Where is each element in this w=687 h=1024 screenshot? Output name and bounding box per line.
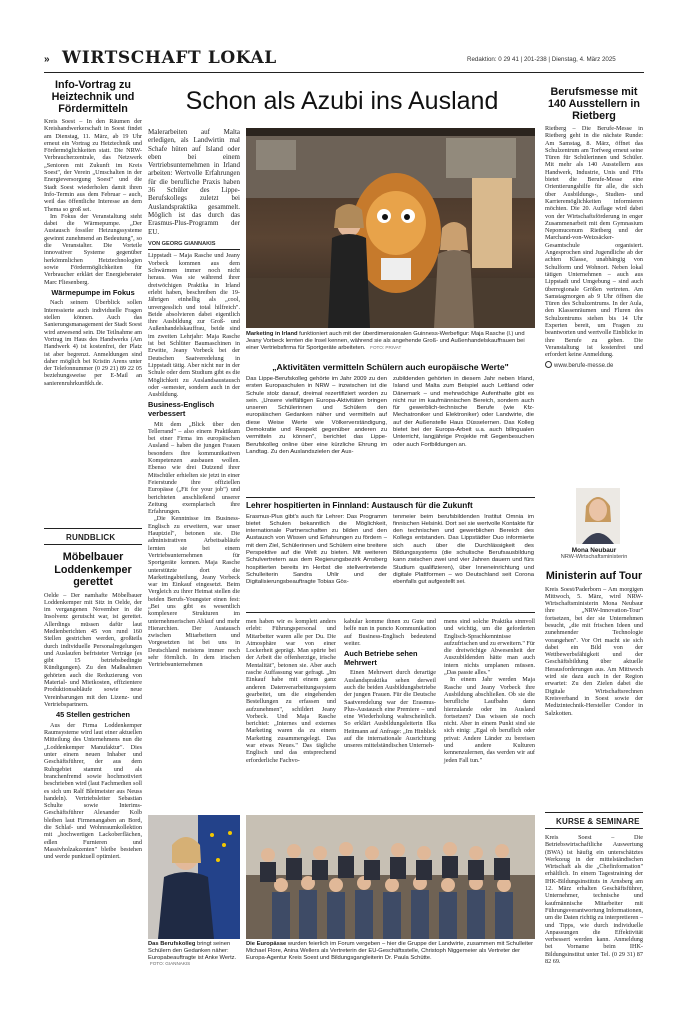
photo-guinness-figure (246, 128, 535, 328)
photo3-caption (246, 941, 535, 961)
web-link-text: www.berufe-messe.de (554, 362, 614, 369)
portrait-caption (545, 547, 643, 560)
paragraph: tenmeier beim berufsbildenden Institut Omnia im finnischen Helsinki. Dort sei sie wertvolle Kontakte für den technischen und gewerblichen Bereich des Kollegs entstanden. Das Lippstädter Duo informierte sich auch über die Durchlässigkeit des Bildungssystems (die schulische Berufsausbildung kann zwischen zwei und vier Jahren dauern und fürs Studium qualifizieren), über Inneneinrichtung und digitale Plattformen – wo Deutschland seit Corona ebenfalls gut aufgestellt sei. (393, 513, 534, 586)
caption-text: bringt seinen Schülern den Gedanken näher: Europabeauftragte ist Anke Wertz. (148, 941, 237, 961)
divider (246, 497, 535, 498)
paragraph: Lippstadt – Maja Rasche und Jeany Vorbeck kommen aus dem Schwärmen immer noch nicht heraus. Was sie während ihrer dreiwöchigen Praktika in Irland erlebt haben, beschreiben die 19-Jährigen einhellig als „cool, unvergesslich und total hilfreich". Beide absolvieren dabei eigentlich ihre Ausbildung zur Groß- und Außenhandelskauffrau, beide sind im zweiten Lehrjahr: Maja Rasche ist bei Schlüter Baumaschinen in Erwitte, Jeany Vorbeck bei der Deutschen Saatveredelung in Lippstadt tätig. Aber nicht nur in der Schule oder dem Studium gibt es die Möglichkeit zu Auslandsaustausch oder -semester, sondern auch in der Ausbildung. (148, 252, 240, 399)
subheading: Wärmepumpe im Fokus (51, 287, 135, 297)
subheading: 45 Stellen gestrichen (56, 710, 130, 720)
right-column-lower (545, 570, 643, 717)
divider (545, 812, 643, 813)
paragraph: Einen Mehrwert durch derartige Auslandspraktika sehen derweil auch die beiden Ausbildungsbetriebe der jungen Frauen. Für die Deutsche Saatveredelung war der Erasmus-Plus-Austausch eine Premiere – und eine Wiederholung wahrscheinlich. So erklärt Ausbildungsleiterin Ilka Heitmann auf Anfrage: „Im Hinblick auf die internationale Ausrichtung unseres mittelständischen Unterneh- (344, 669, 436, 750)
main-lead-column (148, 128, 240, 669)
header-arrow: » (44, 54, 50, 65)
left-column (44, 79, 142, 387)
paragraph: Das Lippe-Berufskolleg gehörte im Jahr 2009 zu den ersten Europaschulen in NRW – inzwischen ist die Schule stolz darauf, dreimal rezertifiziert worden zu sein. „Unsere vielfältigen Europa-Aktivitäten bringen unseren Schülerinnen und Schülern den europäischen Gedanken näher und vermitteln auf diese Weise Werte wie Völkerverständigung, Demokratie und Respekt gegenüber anderen zu vermitteln zu können", berichtet das Lippe-Berufskolleg online über eine kürzliche Ehrung im Landtag. Zu den Auslandszielen der Aus- (246, 376, 387, 455)
globe-icon (545, 361, 552, 368)
photo-group-europaesse (246, 815, 535, 939)
paragraph: Kreis Soest/Paderborn – Am morgigen Mittwoch, 5. März, wird NRW-Wirtschaftsministerin Mona Neubaur ihre „NRW-Innovation-Tour" fortsetzen, bei der sie Unternehmen besucht, „die mit frischen Ideen und zunehmender Technologie vorangehen". Vor Ort macht sie sich dabei ein Bild von der Wettbewerbsfähigkeit und der Geschäftsbildung über aktuelle Herausforderungen aus. Am Mittwoch wird sie dazu auch in der Region erwartet: Zu den Zielen dabei die Digitale Wirtschaftsrechnen Kreisverband in Soest sowie der Medizintechnik-Hersteller Condor in Salzkotten. (545, 585, 643, 717)
photo1-caption (246, 331, 535, 351)
article-title-loddenkemper: Möbelbauer Loddenkemper gerettet (54, 551, 132, 588)
right-column (545, 86, 643, 369)
main-column-2: men haben wir es komplett anders erlebt: Führungspersonal und Mitarbeiter waren alle per Du. Die Atmosphäre war von einer Lockerheit geprägt. Man spürte bei der Arbeit die offenherzige, irische Mentalität", betonen sie. Aber auch rasche Auffassung war gefragt. „Im Einkauf habe mit einem ganz anderen Datenverarbeitungssystem gearbeitet, um die eingehenden Bestellungen zu erfassen und aufzunehmen", schildert Jeany Vorbeck. Und Maja Rasche berichtet: „Internes und externes Marketing waren da zu einem Marketing zusammengelegt. Das war etwas Neues." Das tägliche Englisch und das entsprechend erforderliche Fachvo- (246, 618, 336, 764)
caption-text: funktioniert auch mit der überdimensionalen Guinness-Werbefigur: Maja Rasche (l.) und Jeany Vorbeck lernten die Insel kennen, während sie als angehende Groß- und Außenhandelskauffrauen bei einer Vertriebsfirma für Sportgeräte arbeiteten. (246, 331, 525, 351)
byline: VON GEORG GIANNAKIS (148, 240, 216, 247)
article-title-heiztechnik: Info-Vortrag zu Heiztechnik und Fördermitteln (51, 79, 135, 115)
divider (148, 249, 240, 250)
main-headline: Schon als Azubi ins Ausland (185, 87, 499, 115)
header-meta: Redaktion: 0 29 41 | 201-238 | Dienstag, 4. März 2025 (467, 56, 616, 63)
portrait-name: Mona Neubaur (571, 547, 617, 554)
paragraph: Kreis Soest – In den Räumen der Kreishandwerkerschaft in Soest findet am Dienstag, 11. März, ab 19 Uhr erneut ein Vortrag zu Heiztechnik und Fördermöglichkeiten statt. Die NRW-Verbraucherzentrale, das Netzwerk „Senioren mit Zukunft im Kreis Soest", der Verein „Umschalten in der Energieversorgung Soest" und die Stadt Soest wiederholen damit ihren Info-Termin aus dem Februar – auch, weil das öffentliche Interesse an dem Thema so groß sei. (44, 118, 142, 213)
paragraph: Erasmus-Plus gibt's auch für Lehrer: Das Programm bietet Schulen bekanntlich die Möglichkeit, internationale Partnerschaften zu bilden und den Austausch von Wissen und Erfahrungen zu fördern – mit dem Ziel, Schülerinnen und Schülern eine breitere Perspektive auf die Welt zu bieten. Mit weiteren Schulvertretern aus dem Regierungsbezirk Arnsberg hospitierten bereits im Herbst die stellvertretende Schulleiterin Sandra Uhlir und der Digitalisierungsbeauftragte Tobias Gös- (246, 513, 387, 586)
portrait-mona-neubaur (576, 488, 620, 544)
europe-box (246, 362, 535, 456)
photo-credit: FOTO: PRIVAT (370, 344, 402, 350)
main-column-4 (444, 618, 535, 764)
divider (44, 528, 142, 529)
photo-illustration (246, 128, 535, 328)
article-title-ministerin: Ministerin auf Tour (545, 570, 643, 582)
header-rule (44, 72, 644, 73)
main-column-3 (344, 618, 436, 750)
photo-credit: FOTO: GIANNAKIS (150, 961, 191, 967)
article-title-berufsmesse: Berufsmesse mit 140 Ausstellern in Rietberg (547, 86, 640, 122)
caption-lead: Das Berufskolleg (148, 941, 196, 947)
paragraph: kabular komme ihnen zu Gute und helfe nun in puncto Kommunikation auf Business-Englisch bedeutend weiter. (344, 618, 436, 647)
paragraph: Oelde – Der namhafte Möbelbauer Loddenkemper mit Sitz in Oelde, der im vergangenen November in die Insolvenz gerutscht war, ist gerettet. Allerdings müssen dafür laut Medienberichten 45 von rund 160 Stellen gestrichen werden, großteils durch individuelle Personalregelungen und Auslaufen befristeter Verträge (es gibt 15 betriebsbedingte Kündigungen). Zu den Maßnahmen gehörten auch die Reduzierung von Material- und Mietkosten, effizientere Produktionsabläufe sowie neue Vereinbarungen mit den Lizenz- und Vertriebspartnern. (44, 591, 142, 708)
web-link[interactable] (545, 361, 643, 369)
section-title: WIRTSCHAFT LOKAL (62, 48, 277, 68)
photo-illustration (576, 488, 620, 544)
subheading: Auch Betriebe sehen Mehrwert (344, 649, 418, 667)
paragraph: Rietberg – Die Berufe-Messe in Rietberg geht in die nächste Runde: Am Samstag, 8. März, öffnet das Schulzentrum am Torfweg erneut seine Türen für Schülerinnen und Schüler. Mit mehr als 140 Ausstellern aus Handwerk, Industrie, Unis und FHs bietet die Berufe-Messe eine Orientierungshilfe für alle, die sich über Ausbildungs-, Studien- und Karrieremöglichkeiten informieren möchten. Die 20. Auflage wird dabei von der Wirtschaftsförderung in enger Zusammenarbeit mit dem Gymnasium Nepomucenum Rietberg und der Marchand-von-Weizsäcker-Gesamtschule organisiert. Angesprochen sind Jugendliche ab der achten Klasse, unabhängig von Schulform und Wohnort. Neben lokal tätigen Unternehmen – auch aus Lippstadt und Umgebung – sind auch überregionale Größen vertreten. Am Samstagmorgen ab 9 Uhr öffnen die Türen des Schulzentrums. In der Aula, den Klassenräumen und Fluren des Schulzentrums stehen bis 14 Uhr Experten bereit, um Fragen zu beantworten und wertvolle Einblicke in ihre Berufe zu geben. Die Veranstaltung ist kostenfrei und erfordert keine Anmeldung. (545, 125, 643, 359)
photo2-caption (148, 941, 240, 968)
portrait-role: NRW-Wirtschaftsministerin (560, 554, 628, 560)
article-body-heiztechnik (44, 118, 142, 286)
lead-text: Malerarbeiten auf Malta erledigen, als Landwirtin mal Schafe hüten auf Island oder eben bei einem Vertriebsunternehmen in Irland arbeiten: Wertvolle Erfahrungen für die berufliche Praxis haben 36 Schüler des Lippe-Berufskollegs zuletzt bei Auslandspraktika gesammelt. Möglich ist das durch das Erasmus-Plus-Programm der EU. (148, 128, 240, 236)
paragraph: mens sind solche Praktika sinnvoll und wichtig, um die geforderten Englisch-Sprachkenntnisse aufzufrischen und zu erweitern." Für die dreiwöchige Abwesenheit der Auszubildenden hätte man auch intern nichts umplanen müssen. „Das passte alles." In einem Jahr werden Maja Rasche und Jeany Vorbeck ihre Ausbildung abschließen. Ob sie die berufliche Laufbahn dann hierzulande oder im Ausland fortsetzen? Das wissen sie noch nicht. Aber in einem Punkt sind sie sich einig: „Egal ob beruflich oder privat: Andere Länder zu bereisen und andere Kulturen kennenzulernen, das werden wir auf jeden Fall tun." (444, 618, 536, 764)
finland-box (246, 501, 535, 587)
divider (246, 612, 535, 613)
divider (545, 828, 643, 829)
paragraph: Mit dem „Blick über den Tellerrand" – also einem Praktikum bei einer Firma im europäischen Ausland – haben die jungen Frauen besonders ihre kommunikativen Kompetenzen ausbauen wollen. Ebenso wie drei Dutzend ihrer Mitschüler erhielten sie jetzt in einer Feierstunde ihre offiziellen Europässe („Fit for your job") und berichteten anschließend unserer Zeitung exemplarisch ihre Erfahrungen. „Die Kenntnisse im Business-Englisch zu erweitern, war unser Hauptziel", betonen sie. Die administrativen Arbeitsabläufe lernten sie bei einem Vertriebsunternehmen für Sportgeräte kennen. Maja Rasche unterstützte dort die Marketingabteilung, Jeany Vorbeck war im Einkauf eingesetzt. Beim Vergleich zu ihrer Heimat stellen die beiden Berufs-Youngster einen fest: „Bei uns gibt es wesentlich komplexere Strukturen im unternehmerischen Ablauf und mehr Hierarchien. Der Austausch zwischen Mitarbeitern und Vorgesetzten ist bei uns in Deutschland meistens immer noch sehr förmlich. In dem irischen Vertriebsunternehmen (148, 420, 240, 669)
paragraph: Im Fokus der Veranstaltung steht dabei die Wärmepumpe. „Der Austausch fossiler Heizungssysteme gewinnt zunehmend an Bedeutung", so die Veranstalter. Die Vorteile innovativer Systeme gegenüber herkömmlichen Heiztechnologien sowie Fördermöglichkeiten für Verbraucher erklärt der Energieberater Marc Fliesenberg. (44, 212, 142, 286)
quote-headline: „Aktivitäten vermitteln Schülern auch europäische Werte" (272, 362, 509, 372)
finland-columns (246, 514, 535, 587)
kurse-seminare-label: KURSE & SEMINARE (556, 817, 640, 826)
caption-lead: Die Europässe (246, 941, 287, 947)
photo-anke-wertz (148, 815, 240, 939)
photo-illustration (246, 815, 535, 939)
rundblick-label: RUNDBLICK (66, 533, 116, 542)
finland-headline: Lehrer hospitierten in Finnland: Austausch für die Zukunft (246, 501, 473, 510)
paragraph: Aus der Firma Loddenkemper Raumsysteme wird laut einer aktuellen Mitteilung des Unternehmens nun die „Loddenkemper Manufaktur". Dies unter einem neuen Inhaber und Geschäftsführer, der aus dem Ruhrgebiet stammt und als branchenfremd sowie hochmotiviert beschrieben wird (laut Fachmedien soll es sich um Ralf Bleimeister aus Neuss handeln). Vertriebsleiter Sebastian Schulte sowie Interims-Geschäftsführer Alexander Kolb bleiben laut Firmenangaben an Bord, die Schlaf- und Wohnraumkollektion mit „hochwertigen Lackoberflächen, edlen Furnieren und Massivholzakzenten" bleibe bestehen und werde punktuell optimiert. (44, 721, 142, 861)
caption-lead: Marketing in Irland (246, 331, 298, 337)
photo-illustration (148, 815, 240, 939)
divider (44, 544, 142, 545)
paragraph: Nach seinem Überblick sollen Interessierte auch individuelle Fragen stellen können. Auch das Sanierungsmanagement der Stadt Soest wird anwesend sein. Die Teilnahme am Vortrag im Haus des Handwerks (Am Handwerk 4) ist kostenfrei, der Platz ist aber begrenzt. Anmeldungen sind daher möglich bei Kristin Arens unter der Telefonnummer (0 29 21) 89 22 05 beziehungsweise per E-Mail an sanierenruhrkunftkh.de. (44, 299, 142, 387)
paragraph: Kreis Soest – Die Betriebswirtschaftliche Auswertung (BWA) ist häufig ein unterschätztes Werkzeug in der mittelständischen Wirtschaft als die „Chefinformation" erhältlich. In einem Tagestraining der IHK-Bildungsinstituts in Arnsberg am 12. März erhalten Geschäftsführer, Unternehmer, technische und kaufmännische Mitarbeiter mit Führungsverantwortung Informationen, um die Daten richtig zu interpretieren – und Tipps, wie durch individuelle Anpassungen die Effektivität verbessert werden kann. Anmeldung bei Vorname beim IHK-Bildungsinstitut unter Tel. (0 29 31) 87 82 69. (545, 834, 643, 966)
left-column-lower (44, 551, 142, 860)
subheading: Business-Englisch verbessert (148, 400, 215, 418)
quote-columns (246, 376, 535, 456)
paragraph: zubildenden gehörten in diesem Jahr neben Irland, Island und Malta zum Beispiel auch Lettland oder Dänemark – und mehrwöchige Aufenthalte gibt es nicht nur im kaufmännischen Bereich, sondern auch für gewerblich-technische Berufe (wie Kfz-Mechatroniker und Elektroniker) oder Landwirte, die auf der Außenstelle Haus Düsselernen. Das Kolleg bietet bei der Europa-Arbeit u.a. auch bilingualen Unterricht, langjährige Projekte mit Gegenbesuchen oder auch Fortbildungen an. (393, 376, 534, 448)
caption-text: wurden feierlich im Forum vergeben – hier die Gruppe der Landwirte, zusammen mit Schulleiter Michael Flore, Anina Wellers als Vertreterin der EU-Geschäftsstelle, Christoph Niggemeier als Vertreter der Europa-Agentur Kreis Soest und Bildungsgangleiterin Dr. Paula Schütte. (246, 941, 534, 961)
